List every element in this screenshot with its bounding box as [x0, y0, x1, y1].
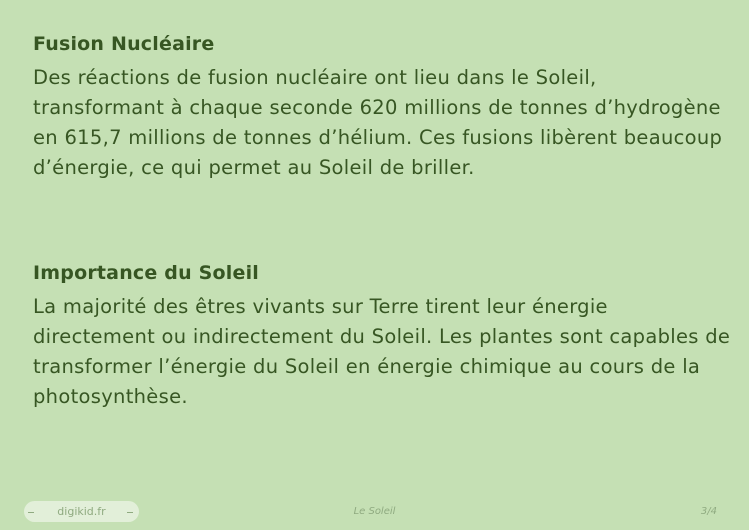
section-heading: Fusion Nucléaire — [33, 33, 215, 55]
footer-doc-title: Le Soleil — [353, 506, 396, 517]
footer-brand: digikid.fr — [57, 505, 106, 518]
section-text: La majorité des êtres vivants sur Terre tirent leur énergie directement ou indirectement du Soleil. Les plantes sont capables de transformer l’énergie du Soleil en énergie chimique au cours de la photosynthèse. — [33, 295, 731, 408]
section-importance-soleil — [33, 262, 733, 412]
section-text: Des réactions de fusion nucléaire ont lieu dans le Soleil, transformant à chaque seconde 620 millions de tonnes d’hydrogène en 615,7 millions de tonnes d’hélium. Ces fusions libèrent beaucoup d’énergie, ce qui permet au Soleil de briller. — [33, 66, 723, 179]
section-heading: Importance du Soleil — [33, 262, 259, 284]
section-fusion-nucleaire — [33, 33, 733, 183]
footer-page-number: 3/4 — [700, 506, 717, 517]
